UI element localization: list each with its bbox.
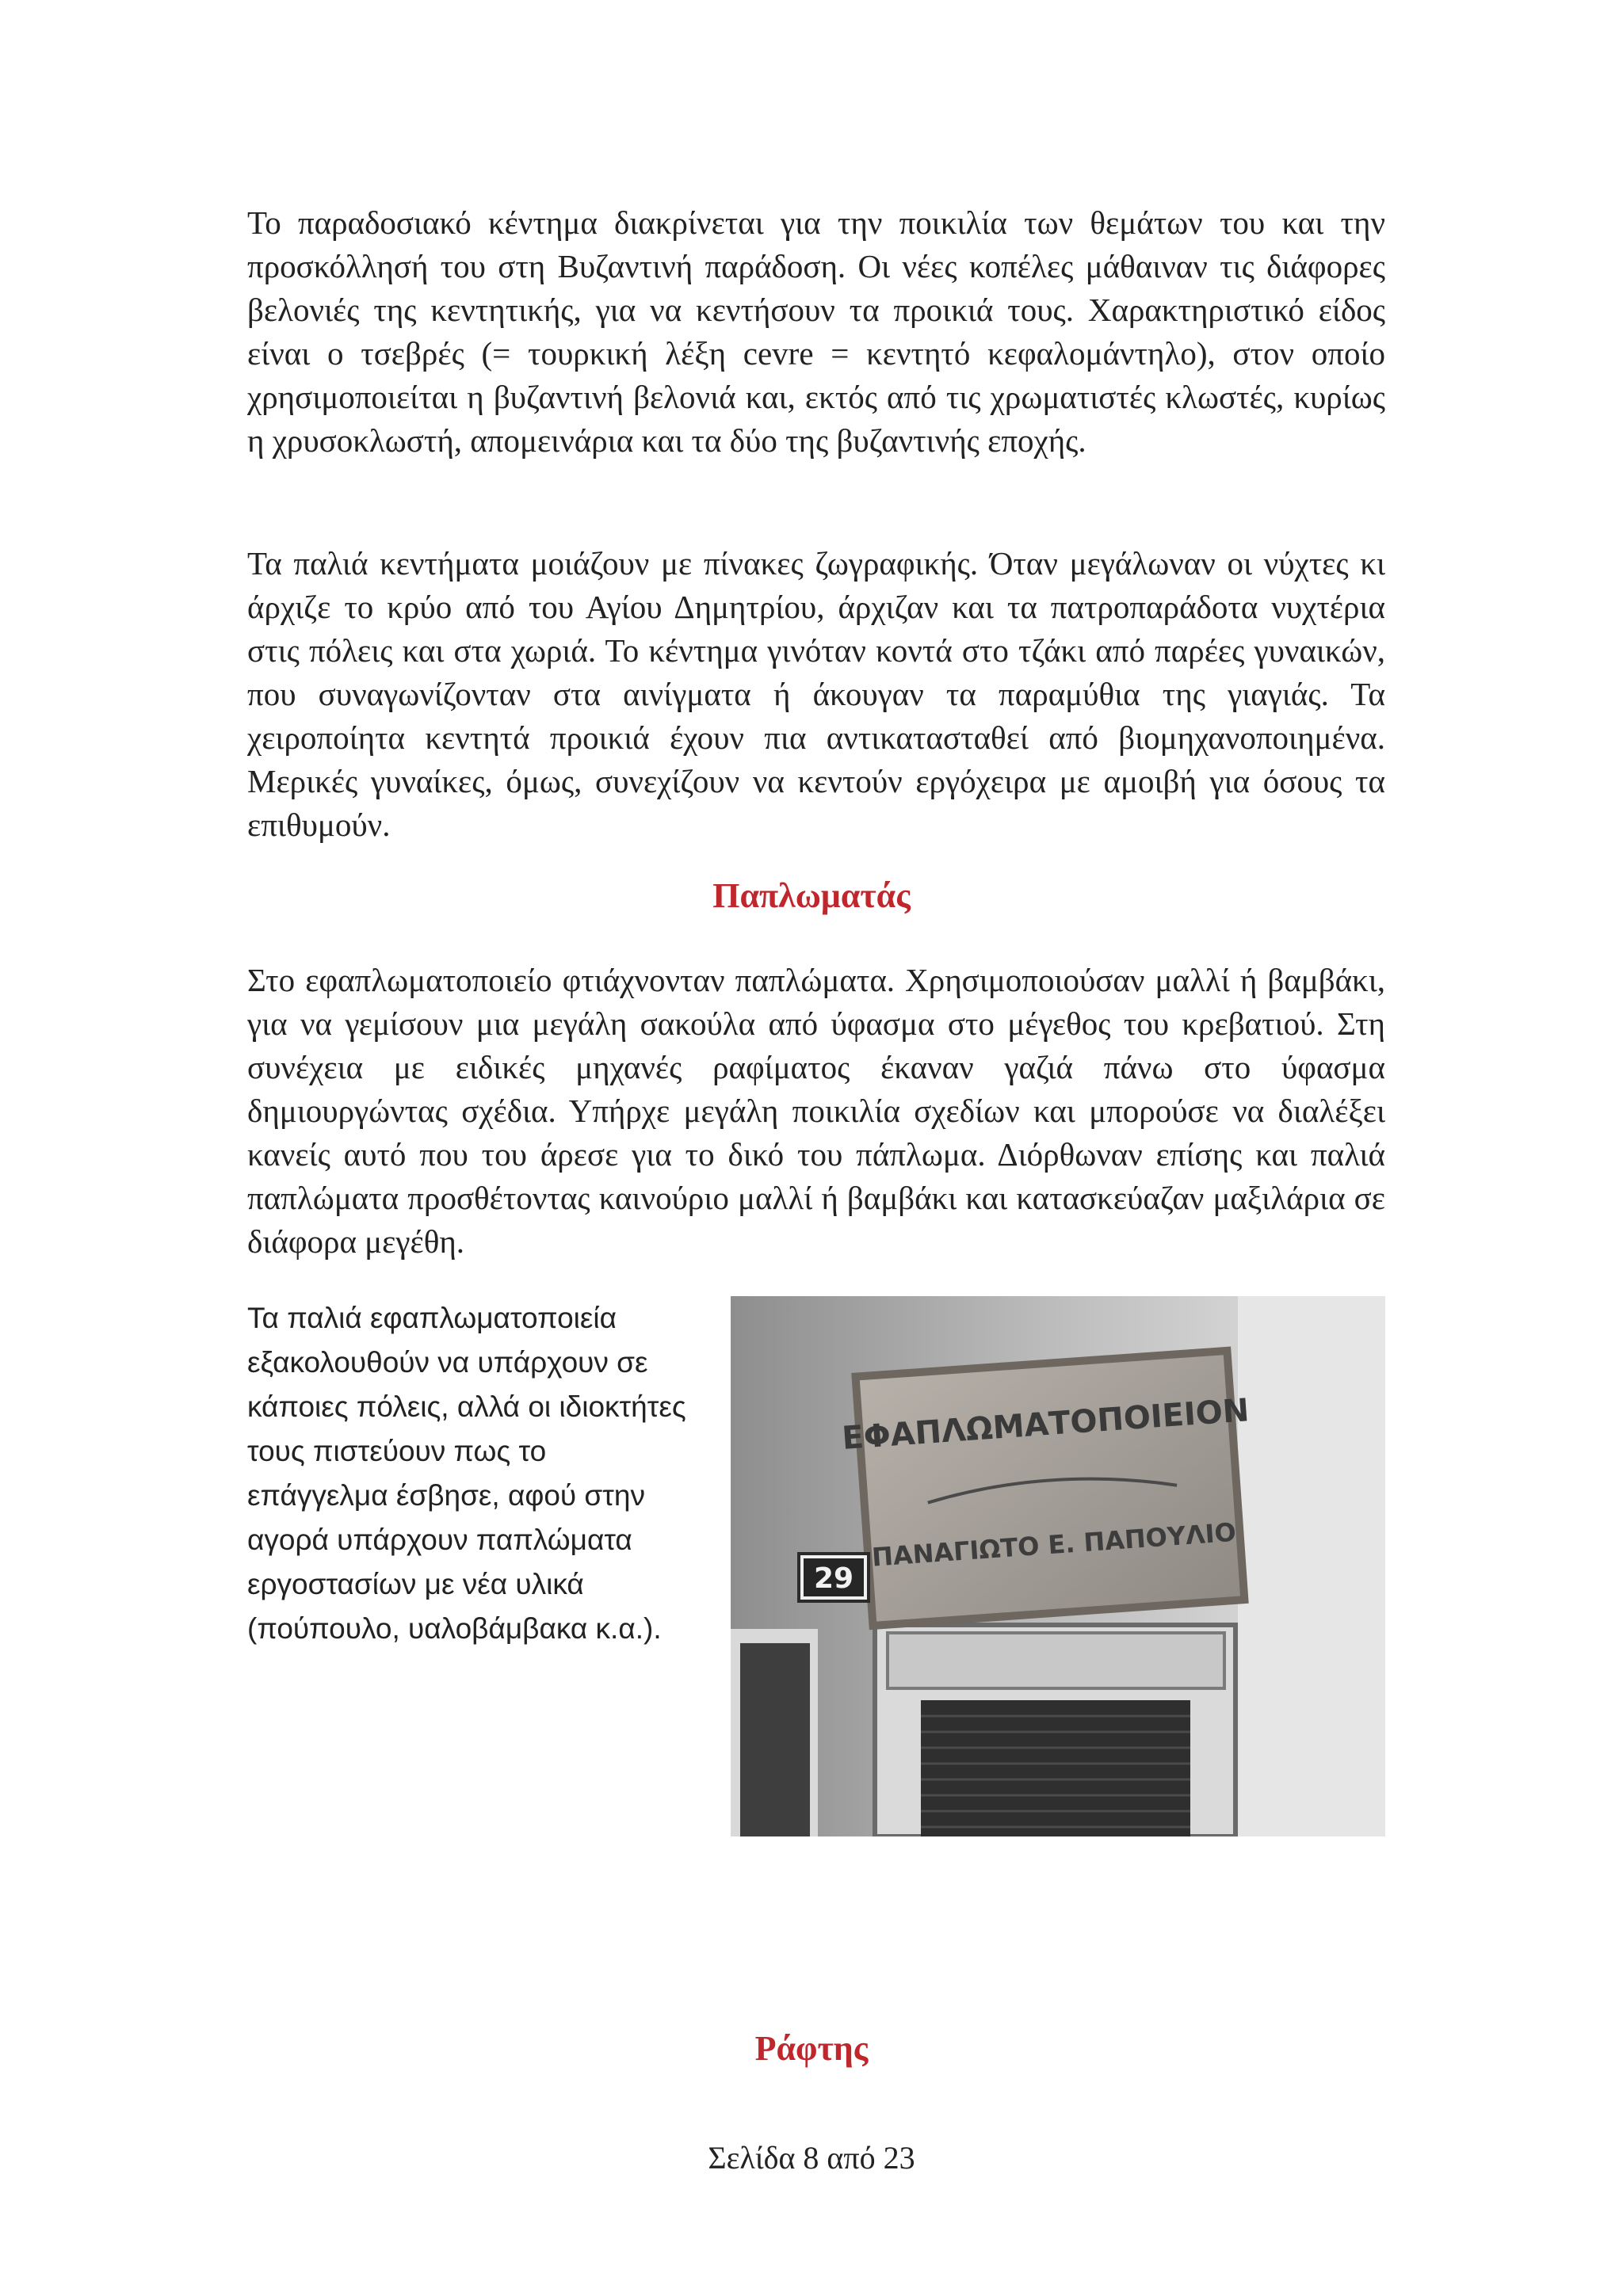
- paragraph-quilt-today: Τα παλιά εφαπλωματοποιεία εξακολουθούν να υπάρχουν σε κάποιες πόλεις, αλλά οι ιδιοκτήτες τους πιστεύουν πως το επάγγελμα έσβησε, αφού στην αγορά υπάρχουν παπλώματα εργοστασίων με νέα υλικά (πούπουλο, υαλοβάμβακα κ.α.).: [247, 1302, 686, 1645]
- paragraph-quilt-workshop: Στο εφαπλωματοποιείο φτιάχνονταν παπλώματα. Χρησιμοποιούσαν μαλλί ή βαμβάκι, για να γεμίσουν μια μεγάλη σακούλα από ύφασμα στο μέγεθος του κρεβατιού. Στη συνέχεια με ειδικές μηχανές ραφίματος έκαναν γαζιά πάνω στο ύφασμα δημιουργώντας σχέδια. Υπήρχε μεγάλη ποικιλία σχεδίων και μπορούσε να διαλέξει κανείς αυτό που του άρεσε για το δικό του πάπλωμα. Διόρθωναν επίσης και παλιά παπλώματα προσθέτοντας καινούριο μαλλί ή βαμβάκι και κατασκεύαζαν μαξιλάρια σε διάφορα μεγέθη.: [247, 962, 1385, 1260]
- heading-quilt-maker: Παπλωματάς: [712, 876, 911, 915]
- quilt-shop-photo-drawing: [731, 1296, 1385, 1836]
- page-number: Σελίδα 8 από 23: [708, 2140, 915, 2176]
- sign-owner-text: ΠΑΝΑΓΙΩΤΟ Ε. ΠΑΠΟΥΛΙΟ: [870, 1516, 1237, 1573]
- heading-tailor: Ράφτης: [754, 2029, 869, 2068]
- paragraph-embroidery-evenings: Τα παλιά κεντήματα μοιάζουν με πίνακες ζωγραφικής. Όταν μεγάλωναν οι νύχτες κι άρχιζε το κρύο από του Αγίου Δημητρίου, άρχιζαν και τα πατροπαράδοτα νυχτέρια στις πόλεις και στα χωριά. Το κέντημα γινόταν κοντά στο τζάκι από παρέες γυναικών, που συναγωνίζονταν στα αινίγματα ή άκουγαν τα παραμύθια της γιαγιάς. Τα χειροποίητα κεντητά προικιά έχουν πια αντικατασταθεί από βιομηχανοποιημένα. Μερικές γυναίκες, όμως, συνεχίζουν να κεντούν εργόχειρα με αμοιβή για όσους τα επιθυμούν.: [247, 545, 1385, 843]
- sign-text: ΕΦΑΠΛΩΜΑΤΟΠΟΙΕΙΟΝ: [840, 1392, 1251, 1457]
- house-number: 29: [813, 1562, 854, 1595]
- paragraph-embroidery-intro: Το παραδοσιακό κέντημα διακρίνεται για την ποικιλία των θεμάτων του και την προσκόλλησή του στη Βυζαντινή παράδοση. Οι νέες κοπέλες μάθαιναν τις διάφορες βελονιές της κεντητικής, για να κεντήσουν τα προικιά τους. Χαρακτηριστικό είδος είναι ο τσεβρές (= τουρκική λέξη cevre = κεντητό κεφαλομάντηλο), στον οποίο χρησιμοποιείται η βυζαντινή βελονιά και, εκτός από τις χρωματιστές κλωστές, κυρίως η χρυσοκλωστή, απομεινάρια και τα δύο της βυζαντινής εποχής.: [247, 204, 1385, 459]
- quilt-shop-photo: [731, 1296, 1385, 1836]
